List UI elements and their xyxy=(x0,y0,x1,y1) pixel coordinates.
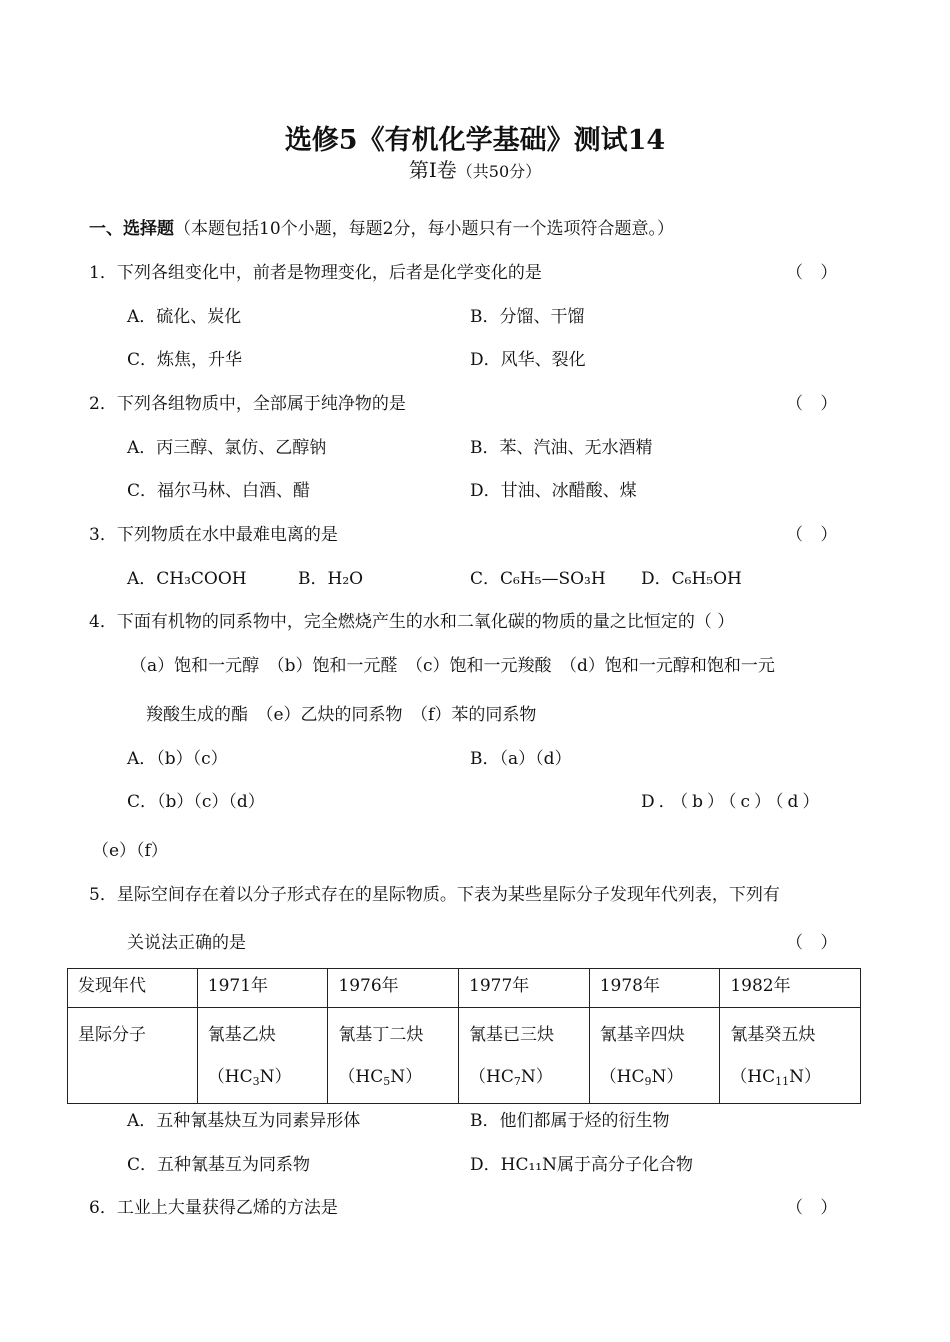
question-1-option-d: D．风华、裂化 xyxy=(470,350,586,370)
question-5-option-c: C．五种氰基互为同系物 xyxy=(127,1155,311,1175)
question-3-stem: 3．下列物质在水中最难电离的是 xyxy=(89,525,338,545)
table-year-cell: 1977年 xyxy=(459,969,590,1008)
question-2-option-d: D．甘油、冰醋酸、煤 xyxy=(470,481,637,501)
molecule-formula: $(HC_9N)$ xyxy=(599,1067,684,1088)
question-5-stem-continued: 关说法正确的是 xyxy=(127,933,246,953)
question-3-option-a: A．CH₃COOH xyxy=(127,569,247,589)
question-6-stem: 6．工业上大量获得乙烯的方法是 xyxy=(89,1198,338,1218)
question-1-stem: 1．下列各组变化中，前者是物理变化，后者是化学变化的是 xyxy=(89,263,542,283)
interstellar-molecule-table xyxy=(67,968,861,1104)
question-4-option-b: B．（a）（d） xyxy=(470,749,572,769)
table-molecule-cell xyxy=(197,1008,328,1104)
question-1-option-a: A．硫化、炭化 xyxy=(127,307,242,327)
question-3-option-b: B．H₂O xyxy=(298,569,364,589)
section-subtitle xyxy=(0,154,950,183)
table-header-cell: 发现年代 xyxy=(68,969,198,1008)
question-5-option-a: A．五种氰基炔互为同素异形体 xyxy=(127,1111,361,1131)
molecule-name: 氰基丁二炔 xyxy=(338,1025,424,1045)
question-4-option-a: A．（b）（c） xyxy=(127,749,228,769)
question-1-option-b: B．分馏、干馏 xyxy=(470,307,585,327)
table-molecule-cell xyxy=(328,1008,459,1104)
question-4-choices-line-1: （a）饱和一元醇 （b）饱和一元醛 （c）饱和一元羧酸 （d）饱和一元醇和饱和一元 xyxy=(130,656,775,676)
subtitle-note: （共50分） xyxy=(456,162,542,181)
answer-paren[interactable]: （ ） xyxy=(786,1198,844,1218)
answer-paren[interactable]: （ ） xyxy=(786,263,844,283)
section-heading: 一、选择题 xyxy=(89,219,174,239)
molecule-formula: $(HC_7N)$ xyxy=(469,1067,553,1088)
table-year-cell: 1971年 xyxy=(197,969,328,1008)
answer-paren[interactable]: （ ） xyxy=(786,525,844,545)
question-4-option-c: C．（b）（c）（d） xyxy=(127,792,265,812)
question-4-option-d: D．（b）（c）（d） xyxy=(641,792,824,812)
question-5-stem: 5．星际空间存在着以分子形式存在的星际物质。下表为某些星际分子发现年代列表，下列有 xyxy=(89,885,780,905)
table-header-cell: 星际分子 xyxy=(68,1008,198,1104)
table-row xyxy=(68,1008,861,1104)
question-3-option-c: C．C₆H₅—SO₃H xyxy=(470,569,606,589)
molecule-formula: $(HC_3N)$ xyxy=(207,1067,292,1088)
subtitle-main: 第Ⅰ卷 xyxy=(408,158,457,182)
molecule-name: 氰基已三炔 xyxy=(469,1025,555,1045)
table-molecule-cell xyxy=(589,1008,720,1104)
molecule-formula: $(HC_{11}N)$ xyxy=(730,1067,822,1088)
section-header xyxy=(89,214,674,239)
table-row xyxy=(68,969,861,1008)
table-molecule-cell xyxy=(720,1008,861,1104)
answer-paren[interactable]: （ ） xyxy=(786,394,844,414)
molecule-formula: $(HC_5N)$ xyxy=(338,1067,423,1088)
molecule-name: 氰基乙炔 xyxy=(207,1025,276,1045)
molecule-name: 氰基辛四炔 xyxy=(599,1025,685,1045)
question-2-option-a: A．丙三醇、氯仿、乙醇钠 xyxy=(127,438,327,458)
page-title: 选修5《有机化学基础》测试14 xyxy=(284,125,666,156)
question-3-option-d: D．C₆H₅OH xyxy=(641,569,742,589)
molecule-name: 氰基癸五炔 xyxy=(730,1025,816,1045)
table-year-cell: 1982年 xyxy=(720,969,861,1008)
question-2-option-c: C．福尔马林、白酒、醋 xyxy=(127,481,311,501)
question-4-option-d-continued: （e）（f） xyxy=(92,841,168,861)
section-instruction: （本题包括10个小题，每题2分，每小题只有一个选项符合题意。） xyxy=(174,219,674,239)
table-molecule-cell xyxy=(459,1008,590,1104)
table-year-cell: 1978年 xyxy=(589,969,720,1008)
question-4-choices-line-2: 羧酸生成的酯 （e）乙炔的同系物 （f）苯的同系物 xyxy=(146,705,537,725)
question-2-stem: 2．下列各组物质中，全部属于纯净物的是 xyxy=(89,394,406,414)
question-1-option-c: C．炼焦，升华 xyxy=(127,350,243,370)
question-2-option-b: B．苯、汽油、无水酒精 xyxy=(470,438,653,458)
question-5-option-b: B．他们都属于烃的衍生物 xyxy=(470,1111,670,1131)
question-4-stem: 4．下面有机物的同系物中，完全燃烧产生的水和二氧化碳的物质的量之比恒定的（ ） xyxy=(89,612,735,632)
table-year-cell: 1976年 xyxy=(328,969,459,1008)
question-5-option-d: D．HC₁₁N属于高分子化合物 xyxy=(470,1155,693,1175)
answer-paren[interactable]: （ ） xyxy=(786,933,844,953)
